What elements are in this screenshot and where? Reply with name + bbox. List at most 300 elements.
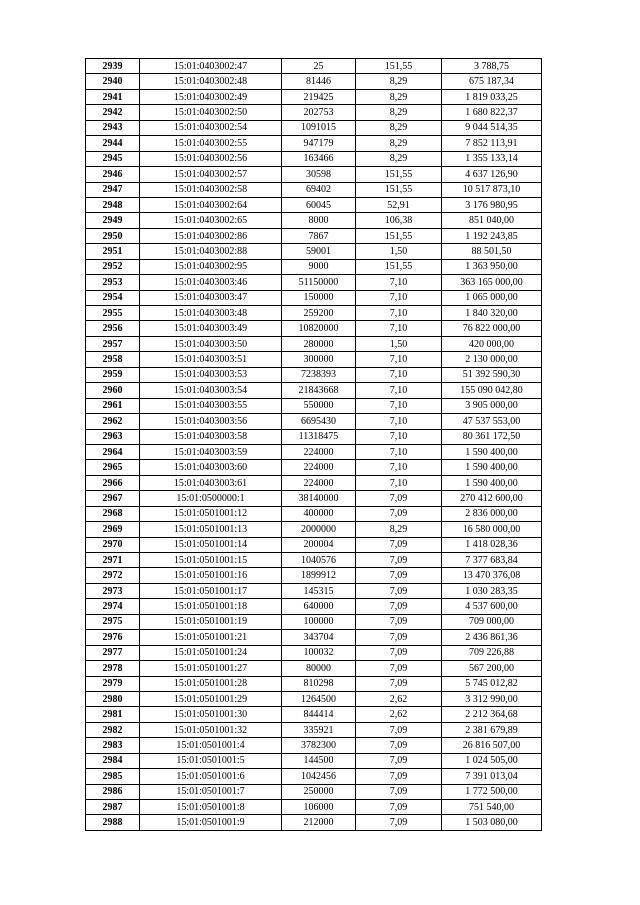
table-row (86, 491, 542, 506)
area-cell: 59001 (282, 244, 356, 259)
rate-cell: 8,29 (356, 151, 442, 166)
table-row (86, 506, 542, 521)
row-number-cell: 2959 (86, 367, 140, 382)
cadastral-number-cell: 15:01:0403002:86 (140, 228, 282, 243)
cadastral-number-cell: 15:01:0501001:13 (140, 522, 282, 537)
rate-cell: 2,62 (356, 691, 442, 706)
row-number-cell: 2949 (86, 213, 140, 228)
table-row (86, 383, 542, 398)
area-cell: 810298 (282, 676, 356, 691)
table-row (86, 429, 542, 444)
table-row (86, 167, 542, 182)
row-number-cell: 2970 (86, 537, 140, 552)
row-number-cell: 2950 (86, 228, 140, 243)
rate-cell: 7,09 (356, 661, 442, 676)
area-cell: 224000 (282, 460, 356, 475)
rate-cell: 8,29 (356, 89, 442, 104)
cadastral-number-cell: 15:01:0403002:49 (140, 89, 282, 104)
cadastral-number-cell: 15:01:0403003:56 (140, 414, 282, 429)
table-row (86, 769, 542, 784)
area-cell: 21843668 (282, 383, 356, 398)
table-row (86, 599, 542, 614)
cadastral-number-cell: 15:01:0501001:24 (140, 645, 282, 660)
cadastral-number-cell: 15:01:0403002:48 (140, 74, 282, 89)
table-row (86, 645, 542, 660)
cadastral-number-cell: 15:01:0501001:4 (140, 738, 282, 753)
area-cell: 11318475 (282, 429, 356, 444)
rate-cell: 7,09 (356, 769, 442, 784)
table-row (86, 815, 542, 830)
cadastral-number-cell: 15:01:0403003:59 (140, 444, 282, 459)
value-cell: 2 436 861,36 (442, 630, 542, 645)
row-number-cell: 2962 (86, 414, 140, 429)
area-cell: 3782300 (282, 738, 356, 753)
row-number-cell: 2957 (86, 336, 140, 351)
cadastral-number-cell: 15:01:0403002:55 (140, 136, 282, 151)
row-number-cell: 2972 (86, 568, 140, 583)
value-cell: 3 788,75 (442, 59, 542, 74)
area-cell: 9000 (282, 259, 356, 274)
rate-cell: 7,10 (356, 398, 442, 413)
rate-cell: 7,09 (356, 800, 442, 815)
cadastral-number-cell: 15:01:0501001:27 (140, 661, 282, 676)
table-row (86, 398, 542, 413)
rate-cell: 7,09 (356, 722, 442, 737)
rate-cell: 151,55 (356, 259, 442, 274)
table-row (86, 275, 542, 290)
value-cell: 9 044 514,35 (442, 120, 542, 135)
rate-cell: 7,09 (356, 630, 442, 645)
table-row (86, 522, 542, 537)
area-cell: 10820000 (282, 321, 356, 336)
table-row (86, 151, 542, 166)
area-cell: 150000 (282, 290, 356, 305)
row-number-cell: 2977 (86, 645, 140, 660)
rate-cell: 7,09 (356, 537, 442, 552)
value-cell: 1 590 400,00 (442, 460, 542, 475)
value-cell: 10 517 873,10 (442, 182, 542, 197)
table-row (86, 630, 542, 645)
row-number-cell: 2986 (86, 784, 140, 799)
value-cell: 7 391 013,04 (442, 769, 542, 784)
rate-cell: 8,29 (356, 136, 442, 151)
cadastral-number-cell: 15:01:0403003:61 (140, 475, 282, 490)
row-number-cell: 2948 (86, 197, 140, 212)
cadastral-number-cell: 15:01:0403003:50 (140, 336, 282, 351)
cadastral-number-cell: 15:01:0403002:64 (140, 197, 282, 212)
table-row (86, 691, 542, 706)
cadastral-number-cell: 15:01:0501001:16 (140, 568, 282, 583)
value-cell: 7 852 113,91 (442, 136, 542, 151)
cadastral-number-cell: 15:01:0403002:56 (140, 151, 282, 166)
cadastral-number-cell: 15:01:0403003:58 (140, 429, 282, 444)
value-cell: 675 187,34 (442, 74, 542, 89)
area-cell: 202753 (282, 105, 356, 120)
rate-cell: 7,10 (356, 321, 442, 336)
area-cell: 6695430 (282, 414, 356, 429)
cadastral-number-cell: 15:01:0501001:12 (140, 506, 282, 521)
row-number-cell: 2963 (86, 429, 140, 444)
area-cell: 80000 (282, 661, 356, 676)
rate-cell: 7,09 (356, 506, 442, 521)
table-body (86, 59, 542, 831)
table-row (86, 614, 542, 629)
rate-cell: 7,10 (356, 429, 442, 444)
area-cell: 1899912 (282, 568, 356, 583)
table-row (86, 136, 542, 151)
area-cell: 1264500 (282, 691, 356, 706)
table-row (86, 583, 542, 598)
cadastral-number-cell: 15:01:0501001:9 (140, 815, 282, 830)
value-cell: 3 176 980,95 (442, 197, 542, 212)
table-row (86, 336, 542, 351)
area-cell: 280000 (282, 336, 356, 351)
table-row (86, 306, 542, 321)
row-number-cell: 2952 (86, 259, 140, 274)
table-row (86, 74, 542, 89)
row-number-cell: 2965 (86, 460, 140, 475)
value-cell: 1 590 400,00 (442, 444, 542, 459)
table-row (86, 213, 542, 228)
value-cell: 51 392 590,30 (442, 367, 542, 382)
table-row (86, 414, 542, 429)
area-cell: 640000 (282, 599, 356, 614)
row-number-cell: 2958 (86, 352, 140, 367)
value-cell: 1 840 320,00 (442, 306, 542, 321)
value-cell: 4 637 126,90 (442, 167, 542, 182)
table-row (86, 537, 542, 552)
row-number-cell: 2953 (86, 275, 140, 290)
area-cell: 400000 (282, 506, 356, 521)
rate-cell: 7,09 (356, 645, 442, 660)
rate-cell: 7,10 (356, 306, 442, 321)
row-number-cell: 2978 (86, 661, 140, 676)
table-row (86, 367, 542, 382)
area-cell: 106000 (282, 800, 356, 815)
cadastral-number-cell: 15:01:0403002:58 (140, 182, 282, 197)
rate-cell: 1,50 (356, 244, 442, 259)
value-cell: 1 355 133,14 (442, 151, 542, 166)
table-row (86, 228, 542, 243)
area-cell: 100032 (282, 645, 356, 660)
value-cell: 13 470 376,08 (442, 568, 542, 583)
area-cell: 30598 (282, 167, 356, 182)
table-row (86, 59, 542, 74)
table-row (86, 784, 542, 799)
cadastral-number-cell: 15:01:0403002:54 (140, 120, 282, 135)
value-cell: 3 905 000,00 (442, 398, 542, 413)
row-number-cell: 2956 (86, 321, 140, 336)
area-cell: 335921 (282, 722, 356, 737)
value-cell: 47 537 553,00 (442, 414, 542, 429)
area-cell: 144500 (282, 753, 356, 768)
row-number-cell: 2966 (86, 475, 140, 490)
value-cell: 1 680 822,37 (442, 105, 542, 120)
cadastral-number-cell: 15:01:0501001:30 (140, 707, 282, 722)
table-row (86, 197, 542, 212)
cadastral-value-table (85, 58, 542, 831)
area-cell: 250000 (282, 784, 356, 799)
value-cell: 1 363 950,00 (442, 259, 542, 274)
area-cell: 38140000 (282, 491, 356, 506)
table-row (86, 321, 542, 336)
cadastral-number-cell: 15:01:0403003:46 (140, 275, 282, 290)
area-cell: 224000 (282, 444, 356, 459)
rate-cell: 7,10 (356, 290, 442, 305)
rate-cell: 151,55 (356, 167, 442, 182)
cadastral-number-cell: 15:01:0403002:88 (140, 244, 282, 259)
value-cell: 5 745 012,82 (442, 676, 542, 691)
row-number-cell: 2943 (86, 120, 140, 135)
rate-cell: 151,55 (356, 182, 442, 197)
rate-cell: 7,10 (356, 383, 442, 398)
row-number-cell: 2969 (86, 522, 140, 537)
row-number-cell: 2988 (86, 815, 140, 830)
value-cell: 1 065 000,00 (442, 290, 542, 305)
rate-cell: 7,10 (356, 414, 442, 429)
table-row (86, 182, 542, 197)
row-number-cell: 2951 (86, 244, 140, 259)
cadastral-number-cell: 15:01:0501001:17 (140, 583, 282, 598)
area-cell: 224000 (282, 475, 356, 490)
cadastral-number-cell: 15:01:0501001:8 (140, 800, 282, 815)
value-cell: 2 130 000,00 (442, 352, 542, 367)
area-cell: 1040576 (282, 553, 356, 568)
area-cell: 7867 (282, 228, 356, 243)
cadastral-number-cell: 15:01:0501001:19 (140, 614, 282, 629)
rate-cell: 7,10 (356, 275, 442, 290)
rate-cell: 7,09 (356, 753, 442, 768)
area-cell: 100000 (282, 614, 356, 629)
table-row (86, 120, 542, 135)
value-cell: 88 501,50 (442, 244, 542, 259)
value-cell: 851 040,00 (442, 213, 542, 228)
value-cell: 4 537 600,00 (442, 599, 542, 614)
area-cell: 8000 (282, 213, 356, 228)
cadastral-number-cell: 15:01:0403003:51 (140, 352, 282, 367)
value-cell: 155 090 042,80 (442, 383, 542, 398)
value-cell: 3 312 990,00 (442, 691, 542, 706)
cadastral-number-cell: 15:01:0501001:15 (140, 553, 282, 568)
rate-cell: 8,29 (356, 105, 442, 120)
row-number-cell: 2955 (86, 306, 140, 321)
area-cell: 145315 (282, 583, 356, 598)
rate-cell: 7,09 (356, 815, 442, 830)
rate-cell: 7,09 (356, 784, 442, 799)
cadastral-number-cell: 15:01:0403002:47 (140, 59, 282, 74)
rate-cell: 151,55 (356, 228, 442, 243)
area-cell: 81446 (282, 74, 356, 89)
value-cell: 709 226,88 (442, 645, 542, 660)
cadastral-number-cell: 15:01:0403002:95 (140, 259, 282, 274)
row-number-cell: 2942 (86, 105, 140, 120)
rate-cell: 52,91 (356, 197, 442, 212)
table-row (86, 105, 542, 120)
table-row (86, 722, 542, 737)
row-number-cell: 2985 (86, 769, 140, 784)
rate-cell: 151,55 (356, 59, 442, 74)
row-number-cell: 2961 (86, 398, 140, 413)
area-cell: 7238393 (282, 367, 356, 382)
table-row (86, 676, 542, 691)
area-cell: 343704 (282, 630, 356, 645)
table-row (86, 259, 542, 274)
area-cell: 60045 (282, 197, 356, 212)
value-cell: 2 381 679,89 (442, 722, 542, 737)
value-cell: 2 212 364,68 (442, 707, 542, 722)
row-number-cell: 2960 (86, 383, 140, 398)
value-cell: 1 590 400,00 (442, 475, 542, 490)
cadastral-number-cell: 15:01:0403002:65 (140, 213, 282, 228)
area-cell: 1042456 (282, 769, 356, 784)
row-number-cell: 2973 (86, 583, 140, 598)
row-number-cell: 2939 (86, 59, 140, 74)
table-row (86, 553, 542, 568)
area-cell: 259200 (282, 306, 356, 321)
cadastral-number-cell: 15:01:0501001:28 (140, 676, 282, 691)
cadastral-number-cell: 15:01:0501001:14 (140, 537, 282, 552)
value-cell: 80 361 172,50 (442, 429, 542, 444)
rate-cell: 7,09 (356, 568, 442, 583)
cadastral-number-cell: 15:01:0501001:18 (140, 599, 282, 614)
row-number-cell: 2983 (86, 738, 140, 753)
row-number-cell: 2984 (86, 753, 140, 768)
cadastral-number-cell: 15:01:0403003:54 (140, 383, 282, 398)
cadastral-number-cell: 15:01:0500000:1 (140, 491, 282, 506)
table-row (86, 661, 542, 676)
area-cell: 219425 (282, 89, 356, 104)
rate-cell: 7,09 (356, 676, 442, 691)
value-cell: 751 540,00 (442, 800, 542, 815)
rate-cell: 1,50 (356, 336, 442, 351)
value-cell: 1 030 283,35 (442, 583, 542, 598)
area-cell: 844414 (282, 707, 356, 722)
value-cell: 2 836 000,00 (442, 506, 542, 521)
table-row (86, 753, 542, 768)
area-cell: 1091015 (282, 120, 356, 135)
rate-cell: 2,62 (356, 707, 442, 722)
table-row (86, 352, 542, 367)
row-number-cell: 2946 (86, 167, 140, 182)
row-number-cell: 2982 (86, 722, 140, 737)
value-cell: 26 816 507,00 (442, 738, 542, 753)
cadastral-number-cell: 15:01:0501001:6 (140, 769, 282, 784)
rate-cell: 7,09 (356, 553, 442, 568)
table-row (86, 475, 542, 490)
cadastral-number-cell: 15:01:0403003:47 (140, 290, 282, 305)
area-cell: 25 (282, 59, 356, 74)
cadastral-number-cell: 15:01:0501001:32 (140, 722, 282, 737)
value-cell: 1 503 080,00 (442, 815, 542, 830)
rate-cell: 7,09 (356, 599, 442, 614)
cadastral-number-cell: 15:01:0403003:60 (140, 460, 282, 475)
cadastral-number-cell: 15:01:0501001:5 (140, 753, 282, 768)
value-cell: 567 200,00 (442, 661, 542, 676)
row-number-cell: 2968 (86, 506, 140, 521)
value-cell: 420 000,00 (442, 336, 542, 351)
rate-cell: 8,29 (356, 522, 442, 537)
rate-cell: 7,10 (356, 367, 442, 382)
rate-cell: 7,09 (356, 614, 442, 629)
cadastral-number-cell: 15:01:0403003:48 (140, 306, 282, 321)
area-cell: 550000 (282, 398, 356, 413)
row-number-cell: 2979 (86, 676, 140, 691)
cadastral-number-cell: 15:01:0403002:50 (140, 105, 282, 120)
cadastral-number-cell: 15:01:0403003:55 (140, 398, 282, 413)
area-cell: 51150000 (282, 275, 356, 290)
area-cell: 163466 (282, 151, 356, 166)
area-cell: 300000 (282, 352, 356, 367)
row-number-cell: 2940 (86, 74, 140, 89)
cadastral-number-cell: 15:01:0501001:29 (140, 691, 282, 706)
rate-cell: 8,29 (356, 120, 442, 135)
row-number-cell: 2967 (86, 491, 140, 506)
value-cell: 1 772 500,00 (442, 784, 542, 799)
value-cell: 363 165 000,00 (442, 275, 542, 290)
row-number-cell: 2975 (86, 614, 140, 629)
rate-cell: 7,10 (356, 475, 442, 490)
area-cell: 212000 (282, 815, 356, 830)
value-cell: 709 000,00 (442, 614, 542, 629)
row-number-cell: 2944 (86, 136, 140, 151)
rate-cell: 8,29 (356, 74, 442, 89)
area-cell: 947179 (282, 136, 356, 151)
row-number-cell: 2981 (86, 707, 140, 722)
table-row (86, 444, 542, 459)
rate-cell: 7,10 (356, 352, 442, 367)
cadastral-number-cell: 15:01:0501001:7 (140, 784, 282, 799)
table-row (86, 707, 542, 722)
rate-cell: 7,09 (356, 738, 442, 753)
row-number-cell: 2974 (86, 599, 140, 614)
value-cell: 16 580 000,00 (442, 522, 542, 537)
table-row (86, 290, 542, 305)
table-row (86, 460, 542, 475)
row-number-cell: 2980 (86, 691, 140, 706)
row-number-cell: 2976 (86, 630, 140, 645)
rate-cell: 7,10 (356, 460, 442, 475)
table-row (86, 738, 542, 753)
area-cell: 2000000 (282, 522, 356, 537)
area-cell: 200004 (282, 537, 356, 552)
cadastral-number-cell: 15:01:0403002:57 (140, 167, 282, 182)
value-cell: 1 024 505,00 (442, 753, 542, 768)
cadastral-number-cell: 15:01:0403003:49 (140, 321, 282, 336)
value-cell: 1 819 033,25 (442, 89, 542, 104)
rate-cell: 7,10 (356, 444, 442, 459)
value-cell: 76 822 000,00 (442, 321, 542, 336)
rate-cell: 106,38 (356, 213, 442, 228)
row-number-cell: 2941 (86, 89, 140, 104)
value-cell: 270 412 600,00 (442, 491, 542, 506)
row-number-cell: 2945 (86, 151, 140, 166)
table-row (86, 568, 542, 583)
area-cell: 69402 (282, 182, 356, 197)
cadastral-number-cell: 15:01:0501001:21 (140, 630, 282, 645)
table-row (86, 800, 542, 815)
value-cell: 7 377 683,84 (442, 553, 542, 568)
value-cell: 1 192 243,85 (442, 228, 542, 243)
row-number-cell: 2964 (86, 444, 140, 459)
row-number-cell: 2987 (86, 800, 140, 815)
row-number-cell: 2947 (86, 182, 140, 197)
row-number-cell: 2954 (86, 290, 140, 305)
table-row (86, 244, 542, 259)
table-row (86, 89, 542, 104)
row-number-cell: 2971 (86, 553, 140, 568)
cadastral-number-cell: 15:01:0403003:53 (140, 367, 282, 382)
value-cell: 1 418 028,36 (442, 537, 542, 552)
